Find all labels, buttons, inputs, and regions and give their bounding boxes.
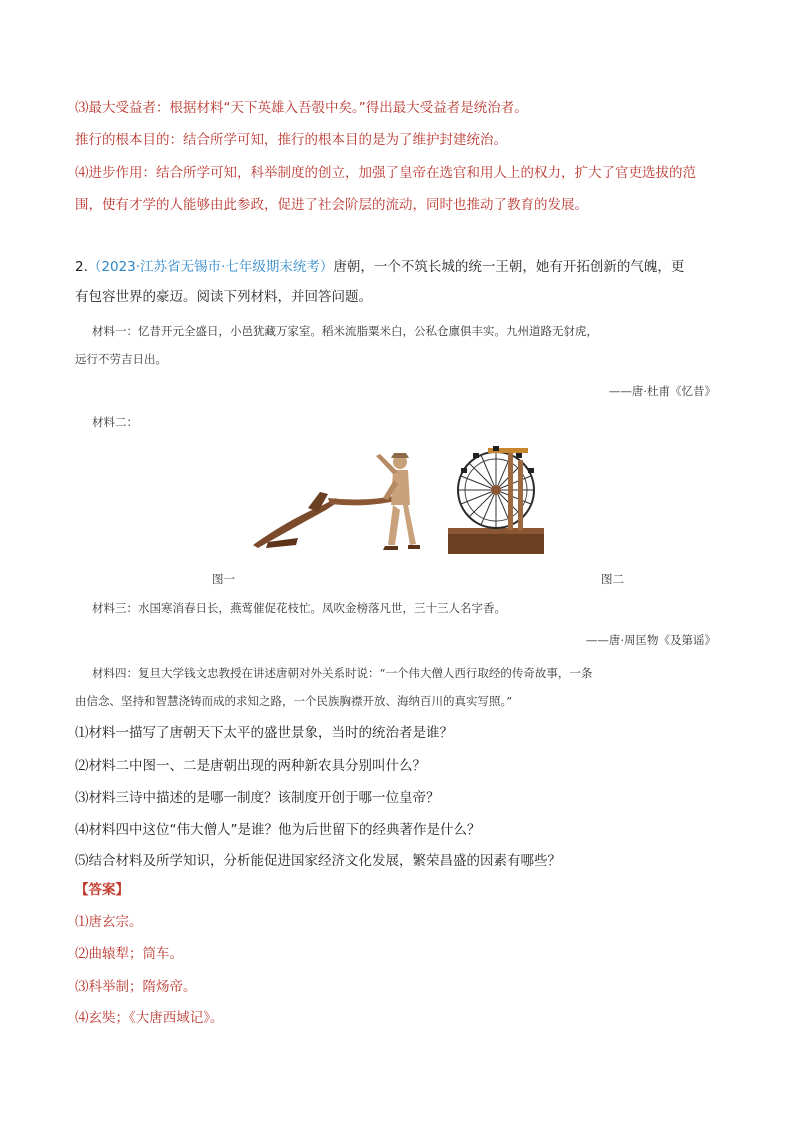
sub-question-2: ⑵材料二中图一、二是唐朝出现的两种新农具分别叫什么？ <box>75 758 426 774</box>
curved-plough-figure <box>248 450 428 555</box>
sub-question-3: ⑶材料三诗中描述的是哪一制度？该制度开创于哪一位皇帝？ <box>75 790 440 806</box>
question-2-stem <box>75 257 725 277</box>
figure-2-caption: 图二 <box>601 572 624 586</box>
question-stem-a: 唐朝，一个不筑长城的统一王朝，她有开拓创新的气魄，更 <box>333 259 685 275</box>
answer-2: ⑵曲辕犁；筒车。 <box>75 946 183 962</box>
material-1-line-a: 材料一：忆昔开元全盛日，小邑犹藏万家室。稻米流脂粟米白，公私仓廪俱丰实。九州道路无豺虎， <box>92 324 598 338</box>
answer-1: ⑴唐玄宗。 <box>75 914 143 930</box>
material-4-line-a: 材料四：复旦大学钱文忠教授在讲述唐朝对外关系时说：“一个伟大僧人西行取经的传奇故事，一条 <box>92 666 593 680</box>
material-2-label: 材料二： <box>92 415 138 429</box>
water-wheel-figure <box>448 440 546 555</box>
prev-answer-4b: 围，使有才学的人能够由此参政，促进了社会阶层的流动，同时也推动了教育的发展。 <box>75 197 588 213</box>
question-number: 2. <box>75 259 88 275</box>
sub-question-4: ⑷材料四中这位“伟大僧人”是谁？他为后世留下的经典著作是什么？ <box>75 822 481 838</box>
prev-answer-3: ⑶最大受益者：根据材料“天下英雄入吾彀中矣。”得出最大受益者是统治者。 <box>75 100 528 116</box>
answer-3: ⑶科举制；隋炀帝。 <box>75 979 197 995</box>
material-3: 材料三：水国寒消春日长，燕莺催促花枝忙。凤吹金榜落凡世，三十三人名字香。 <box>92 601 506 615</box>
answer-heading: 【答案】 <box>75 882 129 898</box>
question-source: （2023·江苏省无锡市·七年级期末统考） <box>87 259 334 275</box>
material-1-line-b: 远行不劳吉日出。 <box>75 352 167 366</box>
prev-answer-4a: ⑷进步作用：结合所学可知，科举制度的创立，加强了皇帝在选官和用人上的权力，扩大了官吏选拔的范 <box>75 165 696 181</box>
figure-1-caption: 图一 <box>212 572 235 586</box>
sub-question-1: ⑴材料一描写了唐朝天下太平的盛世景象，当时的统治者是谁？ <box>75 725 453 741</box>
material-3-source: ——唐·周匡物《及第谣》 <box>585 633 716 647</box>
material-4-line-b: 由信念、坚持和智慧浇铸而成的求知之路，一个民族胸襟开放、海纳百川的真实写照。” <box>75 694 513 708</box>
material-1-source: ——唐·杜甫《忆昔》 <box>608 384 716 398</box>
question-stem-b: 有包容世界的豪迈。阅读下列材料，并回答问题。 <box>75 289 372 305</box>
sub-question-5: ⑸结合材料及所学知识，分析能促进国家经济文化发展，繁荣昌盛的因素有哪些？ <box>75 853 561 869</box>
prev-answer-3b: 推行的根本目的：结合所学可知，推行的根本目的是为了维护封建统治。 <box>75 132 507 148</box>
answer-4: ⑷玄奘；《大唐西域记》。 <box>75 1010 224 1026</box>
